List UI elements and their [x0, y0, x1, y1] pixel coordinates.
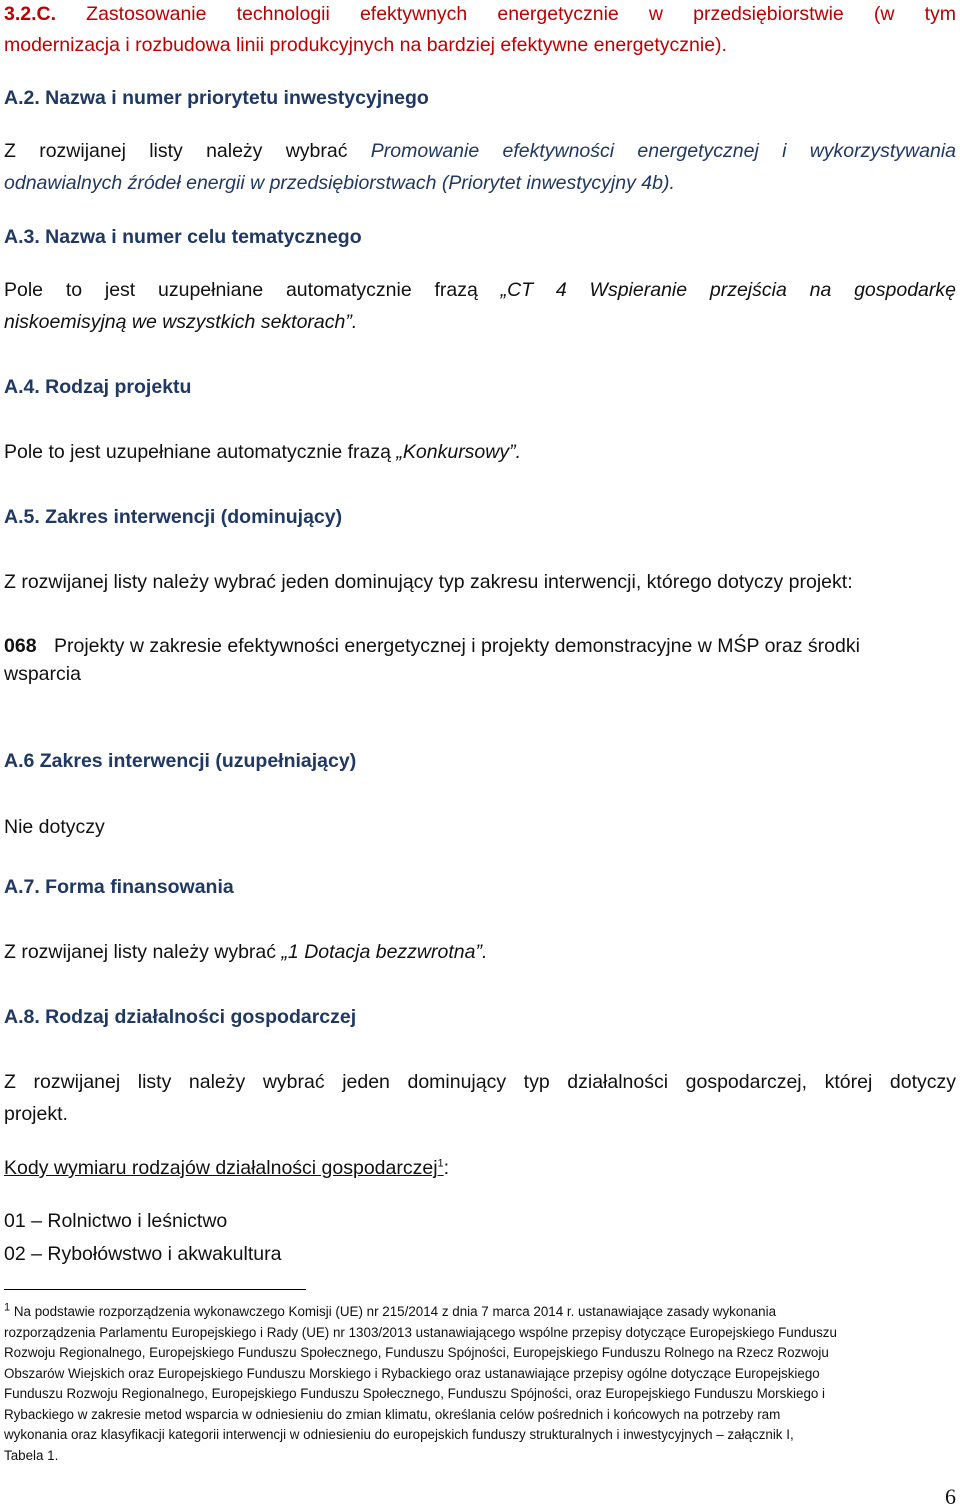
a4-line1: [4, 440, 956, 464]
a3-line1-plain: Pole to jest uzupełniane automatycznie frazą: [4, 279, 478, 301]
a5-heading: A.5. Zakres interwencji (dominujący): [4, 506, 343, 528]
a6-heading: A.6 Zakres interwencji (uzupełniający): [4, 750, 357, 772]
footnote-line-8: Tabela 1.: [4, 1448, 59, 1463]
a5-code-line: [4, 634, 956, 658]
footnote-separator: [4, 1289, 306, 1290]
a3-line1: [4, 278, 956, 302]
a7-line1: [4, 940, 956, 964]
footnote-line-6: Rybackiego w zakresie metod wsparcia w odniesieniu do zmian klimatu, określania celów pośrednich i końcowych na potrzeby ram: [4, 1407, 781, 1422]
footnote-line-2: rozporządzenia Parlamentu Europejskiego i Rady (UE) nr 1303/2013 ustanawiającego wspólne przepisy dotyczące Europejskiego Funduszu: [4, 1325, 837, 1340]
section-title-line1: [4, 2, 956, 26]
a2-line1: [4, 139, 956, 163]
a8-line1: Z rozwijanej listy należy wybrać jeden dominujący typ działalności gospodarczej, której dotyczy: [4, 1071, 956, 1093]
a5-code-text2: wsparcia: [4, 663, 81, 685]
a8-item-02: 02 – Rybołówstwo i akwakultura: [4, 1243, 282, 1265]
footnote-line-7: wykonania oraz klasyfikacji kategorii interwencji w odniesieniu do europejskich funduszy strukturalnych i inwestycyjnych – załącznik I,: [4, 1427, 794, 1442]
page-number: 6: [945, 1484, 956, 1509]
a3-heading: A.3. Nazwa i numer celu tematycznego: [4, 226, 362, 248]
footnote-line-3: Rozwoju Regionalnego, Europejskiego Funduszu Społecznego, Funduszu Spójności, Europejskiego Funduszu Rolnego na Rzecz Rozwoju: [4, 1345, 829, 1360]
footnote-line-4: Obszarów Wiejskich oraz Europejskiego Funduszu Morskiego i Rybackiego oraz ustanawiające przepisy ogólne dotyczące Europejskiego: [4, 1366, 820, 1381]
a7-heading: A.7. Forma finansowania: [4, 876, 234, 898]
a2-heading: A.2. Nazwa i numer priorytetu inwestycyjnego: [4, 87, 429, 109]
a8-heading: A.8. Rodzaj działalności gospodarczej: [4, 1006, 357, 1028]
section-title-line2: modernizacja i rozbudowa linii produkcyjnych na bardziej efektywne energetycznie).: [4, 34, 727, 56]
a8-codes-label: Kody wymiaru rodzajów działalności gospodarczej$^1$:: [4, 1157, 450, 1179]
footnote-line-5: Funduszu Rozwoju Regionalnego, Europejskiego Funduszu Społecznego, Funduszu Spójności, oraz Europejskiego Funduszu Morskiego i: [4, 1386, 826, 1401]
a2-line1-plain: Z rozwijanej listy należy wybrać: [4, 140, 348, 162]
footnote-ref: 1: [437, 1157, 444, 1170]
a4-heading: A.4. Rodzaj projektu: [4, 376, 192, 398]
a8-codes-label-text: Kody wymiaru rodzajów działalności gospodarczej$^1$: [4, 1157, 444, 1179]
a5-line1: Z rozwijanej listy należy wybrać jeden dominujący typ zakresu interwencji, którego dotyczy projekt:: [4, 571, 853, 593]
a7-line1-plain: Z rozwijanej listy należy wybrać: [4, 941, 277, 963]
a5-code: 068: [4, 635, 37, 657]
a2-line1-italic: Promowanie efektywności energetycznej i wykorzystywania: [370, 140, 956, 162]
a5-code-text1: Projekty w zakresie efektywności energetycznej i projekty demonstracyjne w MŚP oraz środki: [53, 635, 860, 657]
a3-line1-italic: „CT 4 Wspieranie przejścia na gospodarkę: [500, 279, 956, 301]
section-number: 3.2.C.: [4, 3, 57, 25]
footnote-marker: 1: [4, 1301, 11, 1314]
footnote-line-1: $^1$ Na podstawie rozporządzenia wykonawczego Komisji (UE) nr 215/2014 z dnia 7 marca 2014 r. ustanawiające zasady wykonania: [4, 1301, 777, 1319]
a4-line1-italic: „Konkursowy”.: [396, 441, 522, 463]
a3-line2: niskoemisyjną we wszystkich sektorach”.: [4, 311, 358, 333]
a8-item-01: 01 – Rolnictwo i leśnictwo: [4, 1210, 228, 1232]
a8-line2: projekt.: [4, 1103, 68, 1125]
a2-line2: odnawialnych źródeł energii w przedsiębiorstwach (Priorytet inwestycyjny 4b).: [4, 172, 675, 194]
a7-line1-italic: „1 Dotacja bezzwrotna”.: [281, 941, 488, 963]
section-title-text: Zastosowanie technologii efektywnych energetycznie w przedsiębiorstwie (w tym: [86, 3, 956, 25]
a4-line1-plain: Pole to jest uzupełniane automatycznie frazą: [4, 441, 391, 463]
a6-line1: Nie dotyczy: [4, 816, 105, 838]
